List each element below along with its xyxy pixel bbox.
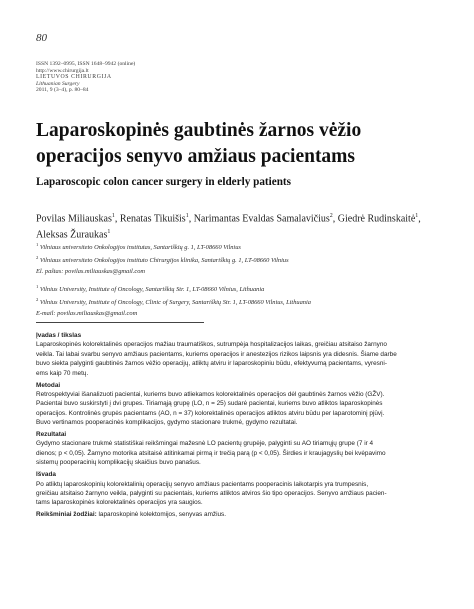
abstract-conclusion-text: Po atliktų laparoskopinių kolorektalinių operacijų senyvo amžiaus pacientams pooperacinis laikotarpis yra trumpesnis, greičiau atsitaiso žarnyno veikla, palyginti su pacientais, kuriems atliktos atviros šio tipo operacijos. Senyvo amžiaus pacien- tams laparoskopinės kolorektalinės operacijos yra saugios. [36, 480, 387, 507]
abstract-results-heading: Rezultatai [36, 431, 67, 439]
author-name: Povilas Miliauskas [36, 213, 112, 225]
title-line-1: Laparoskopinės gaubtinės žarnos vėžio [36, 120, 362, 141]
author-name: Giedrė Rudinskaitė [337, 213, 416, 225]
journal-info [36, 61, 135, 94]
email-lt[interactable]: El. paštas: povilas.miliauskas@gmail.com [36, 267, 146, 275]
affiliations [36, 240, 456, 319]
author-list: Povilas Miliauskas$^1$, Renatas Tikuišis$^1$, Narimantas Evaldas Samalavičius$^2$, Giedrė Rudinskaitė$^1$, Aleksas Žuraukas$^1$ [36, 213, 421, 241]
keywords-text: laparoskopinė kolektomijos, senyvas amžius. [96, 511, 227, 519]
section-divider [36, 322, 204, 323]
abstract [36, 331, 440, 520]
affiliation-mark: 1 [185, 213, 189, 219]
article-title [36, 118, 456, 170]
article-subtitle: Laparoscopic colon cancer surgery in elderly patients [36, 176, 292, 188]
affiliation-en-2: $^2$ Vilnius University, Institute of Oncology, Clinic of Surgery, Santariškių Str. 1, LT-08660 Vilnius, Lithuania [36, 297, 311, 307]
author-name: Aleksas Žuraukas [36, 229, 108, 241]
journal-subname: Lithuanian Surgery [36, 80, 80, 87]
journal-issn: ISSN 1392–0995, ISSN 1648–9942 (online) [36, 61, 136, 67]
page-number: 80 [36, 32, 47, 44]
abstract-intro-heading: Įvadas / tikslas [36, 332, 82, 339]
abstract-results-text: Gydymo stacionare trukmė statistiškai reikšmingai mažesnė LO pacientų grupėje, palyginti su AO tiriamųjų grupe (7 ir 4 dienos; p < 0,05). Žarnyno motorika atsitaisė atitinkamai pirmą ir trečią parą (p < 0,05). Širdies ir kraujagyslių bei kvėpavimo sistemų pooperacinių komplikacijų skaičius buvo panašus. [36, 440, 386, 467]
journal-name: LIETUVOS CHIRURGIJA [36, 74, 112, 81]
title-line-2: operacijos senyvo amžiaus pacientams [36, 146, 356, 167]
affiliation-mark: 1 [111, 213, 115, 219]
affiliation-mark: 1 [415, 213, 419, 219]
abstract-conclusion-heading: Išvada [36, 471, 56, 479]
keywords-label: Reikšminiai žodžiai: [36, 511, 97, 519]
abstract-intro-text: Laparoskopinės kolorektalinės operacijos mažiau traumatiškos, sutrumpėja hospitalizacijos laikas, greičiau atsitaiso žarnyno veikla. Tai labai svarbu senyvo amžiaus pacientams, kuriems operacijos ir anestezijos rizikos laipsnis yra didesnis. Šiame darbe buvo siekta palyginti gaubtinės žarnos vėžio operacijų, atliktų atviru ir laparoskopiniu būdu, efektyvumą pacientams, vyresni- ems kaip 70 metų. [36, 341, 397, 377]
affiliation-en-1: $^1$ Vilnius University, Institute of Oncology, Santariškių Str. 1, LT-08660 Vilnius, Lithuania [36, 283, 265, 293]
author-name: Renatas Tikuišis [119, 213, 186, 225]
affiliation-lt-1: $^1$ Vilniaus universiteto Onkologijos institutas, Santariškių g. 1, LT-08660 Vilnius [36, 242, 241, 252]
journal-url[interactable]: http://www.chirurgija.lt [36, 67, 89, 74]
author-name: Narimantas Evaldas Samalavičius [193, 213, 330, 225]
affiliation-mark: 1 [107, 228, 111, 235]
affiliation-lt-2: $^2$ Vilniaus universiteto Onkologijos instituto Chirurgijos klinika, Santariškių g. 1, LT-08660 Vilnius [36, 255, 289, 265]
abstract-methods-heading: Metodai [36, 381, 61, 389]
abstract-methods-text: Retrospektyviai išanalizuoti pacientai, kuriems buvo atliekamos kolorektalinės operacijos dėl gaubtinės žarnos vėžio (GŽV). Pacientai buvo suskirstyti į dvi grupes. Tiriamąją grupę (LO, n = 25) sudarė pacientai, kuriems buvo atliktos laparoskopinės operacijos. Kontrolinės grupės pacientams (AO, n = 37) kolorektalinės operacijos atliktos atviru būdu per laparotominį pjūvį. Buvo vertinamos pooperacinės komplikacijos, gydymo stacionare trukmė, gydymo rezultatai. [36, 390, 385, 427]
email-en[interactable]: E-mail: povilas.miliauskas@gmail.com [36, 309, 138, 317]
affiliation-mark: 2 [329, 213, 333, 219]
keywords [36, 510, 440, 519]
journal-issue: 2011, 9 (3–4), p. 80–84 [36, 87, 89, 94]
